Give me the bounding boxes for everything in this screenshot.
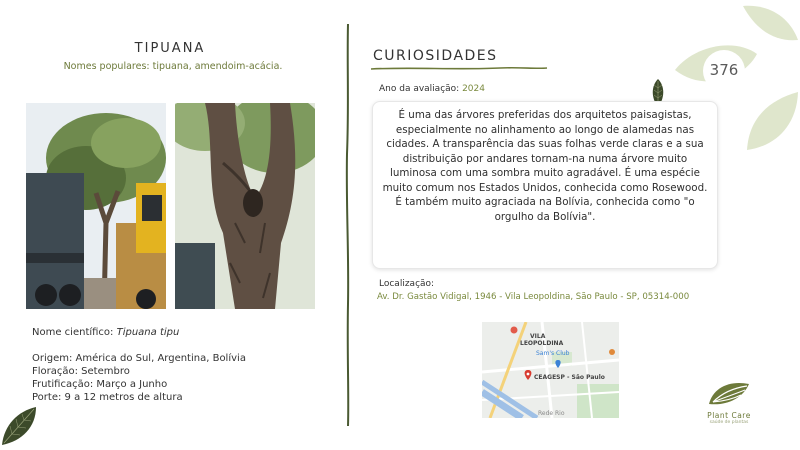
tree-photo-trunk bbox=[175, 103, 315, 309]
scientific-name-label: Nome científico: bbox=[32, 327, 114, 338]
species-title: TIPUANA bbox=[134, 41, 206, 56]
origin: Origem: América do Sul, Argentina, Bolívia bbox=[32, 353, 246, 364]
leaf-icon bbox=[0, 405, 40, 447]
map-pin-label: CEAGESP - São Paulo bbox=[534, 374, 605, 381]
fruiting: Frutificação: Março a Junho bbox=[32, 379, 168, 390]
year-value: 2024 bbox=[462, 84, 485, 94]
description-card bbox=[372, 101, 718, 269]
location-map[interactable] bbox=[482, 322, 619, 418]
popular-names: Nomes populares: tipuana, amendoim-acácia. bbox=[63, 61, 283, 72]
logo-name: Plant Care bbox=[707, 411, 751, 420]
description-text: É uma das árvores preferidas dos arquitetos paisagistas, especialmente no alinhamento ao longo de alamedas nas cidades. A transparência das suas folhas verde claras e a sua distribuição por andares tornam-na numa árvore muito luminosa com uma sombra muito agradável. É uma espécie muito comum nos Estados Unidos, conhecida como Rosewood. É também muito agraciada na Bolívia, conhecida como "o orgulho da Bolívia". bbox=[382, 109, 708, 223]
logo-tagline: saúde de plantas bbox=[709, 420, 749, 425]
leaf-logo-icon bbox=[707, 380, 751, 406]
flowering: Floração: Setembro bbox=[32, 366, 130, 377]
species-facts bbox=[32, 326, 246, 404]
year-label: Ano da avaliação: bbox=[379, 84, 460, 94]
location-label: Localização: bbox=[379, 279, 435, 289]
curiosities-heading: CURIOSIDADES bbox=[373, 48, 498, 64]
scientific-name bbox=[32, 326, 246, 339]
column-divider bbox=[342, 24, 354, 426]
evaluation-year bbox=[379, 84, 485, 94]
map-road-label: Rede Rio bbox=[538, 410, 565, 417]
location-address: Av. Dr. Gastão Vidigal, 1946 - Vila Leopoldina, São Paulo - SP, 05314-000 bbox=[377, 292, 690, 302]
map-store-label: Sam's Club bbox=[536, 350, 570, 357]
map-district-label: VILA bbox=[530, 333, 546, 340]
scientific-name-value: Tipuana tipu bbox=[116, 327, 180, 338]
tree-size: Porte: 9 a 12 metros de altura bbox=[32, 392, 183, 403]
page-number-badge: 376 bbox=[709, 61, 739, 79]
plant-care-logo bbox=[697, 380, 761, 425]
tree-photo-street bbox=[26, 103, 166, 309]
heading-underline bbox=[370, 66, 548, 71]
map-district-label: LEOPOLDINA bbox=[520, 340, 564, 347]
